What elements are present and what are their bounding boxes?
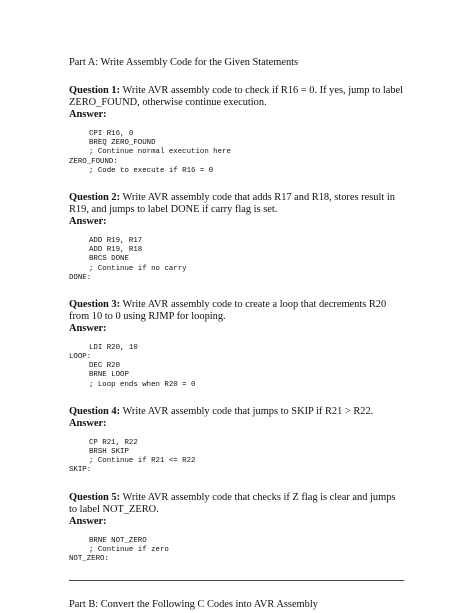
code-line: BRNE NOT_ZERO bbox=[89, 536, 147, 545]
code-block bbox=[69, 537, 404, 565]
code-line: CPI R16, 0 bbox=[89, 130, 134, 138]
code-line: ZERO_FOUND: bbox=[69, 157, 118, 166]
code-line: SKIP: bbox=[69, 466, 92, 475]
question-block-2 bbox=[69, 192, 404, 283]
answer-label: Answer: bbox=[69, 109, 107, 120]
code-line: ; Continue if R21 <= R22 bbox=[89, 457, 196, 466]
code-line: BRNE LOOP bbox=[89, 371, 129, 380]
code-line: BRCS DONE bbox=[89, 255, 129, 264]
code-line: LOOP: bbox=[69, 353, 92, 362]
code-line: ; Continue normal execution here bbox=[89, 148, 231, 157]
question-text bbox=[69, 406, 404, 418]
question-label: Question 1: bbox=[69, 85, 121, 96]
answer-label: Answer: bbox=[69, 322, 107, 334]
code-block bbox=[69, 344, 404, 390]
code-line: CP R21, R22 bbox=[89, 438, 138, 447]
code-block bbox=[69, 237, 404, 283]
question-label: Question 3: bbox=[69, 298, 121, 310]
question-label: Question 2: bbox=[69, 191, 121, 203]
question-label: Question 4: bbox=[69, 405, 121, 417]
code-block bbox=[69, 439, 404, 476]
question-text bbox=[69, 192, 404, 216]
code-line: ; Loop ends when R20 = 0 bbox=[89, 380, 196, 389]
code-block bbox=[69, 130, 404, 176]
question-body: Write AVR assembly code that jumps to SKIP if R21 > R22. bbox=[120, 405, 374, 417]
code-line: ADD R19, R17 bbox=[89, 236, 143, 245]
answer-label: Answer: bbox=[69, 417, 107, 429]
code-line: DONE: bbox=[69, 273, 92, 282]
question-text bbox=[69, 85, 404, 109]
answer-label: Answer: bbox=[69, 215, 107, 227]
code-line: DEC R20 bbox=[89, 362, 121, 371]
part-b-title: Part B: Convert the Following C Codes into AVR Assembly bbox=[69, 599, 318, 611]
code-line: ; Continue if zero bbox=[89, 545, 169, 554]
code-line: NOT_ZERO: bbox=[69, 554, 109, 563]
question-block-4 bbox=[69, 406, 404, 476]
question-body: Write AVR assembly code to create a loop that decrements R20 from 10 to 0 using RJMP for looping. bbox=[69, 298, 387, 322]
question-block-3 bbox=[69, 299, 404, 390]
code-line: ; Continue if no carry bbox=[89, 264, 187, 273]
question-body: Write AVR assembly code that adds R17 and R18, stores result in R19, and jumps to label DONE if carry flag is set. bbox=[69, 191, 395, 215]
question-block-1 bbox=[69, 85, 404, 176]
question-body: Write AVR assembly code to check if R16 = 0. If yes, jump to label ZERO_FOUND, otherwise continue execution. bbox=[69, 85, 404, 108]
question-block-5 bbox=[69, 492, 404, 565]
code-line: ; Code to execute if R16 = 0 bbox=[89, 166, 214, 175]
code-line: BREQ ZERO_FOUND bbox=[89, 139, 156, 148]
code-line: LDI R20, 10 bbox=[89, 343, 138, 352]
question-text bbox=[69, 492, 404, 516]
part-a-title: Part A: Write Assembly Code for the Given Statements bbox=[69, 57, 299, 68]
code-line: ADD R19, R18 bbox=[89, 246, 143, 255]
answer-label: Answer: bbox=[69, 515, 107, 527]
questions-list bbox=[69, 85, 404, 564]
section-divider bbox=[69, 580, 404, 581]
question-body: Write AVR assembly code that checks if Z flag is clear and jumps to label NOT_ZERO. bbox=[69, 491, 396, 515]
question-label: Question 5: bbox=[69, 491, 121, 503]
question-text bbox=[69, 299, 404, 323]
code-line: BRSH SKIP bbox=[89, 448, 129, 456]
